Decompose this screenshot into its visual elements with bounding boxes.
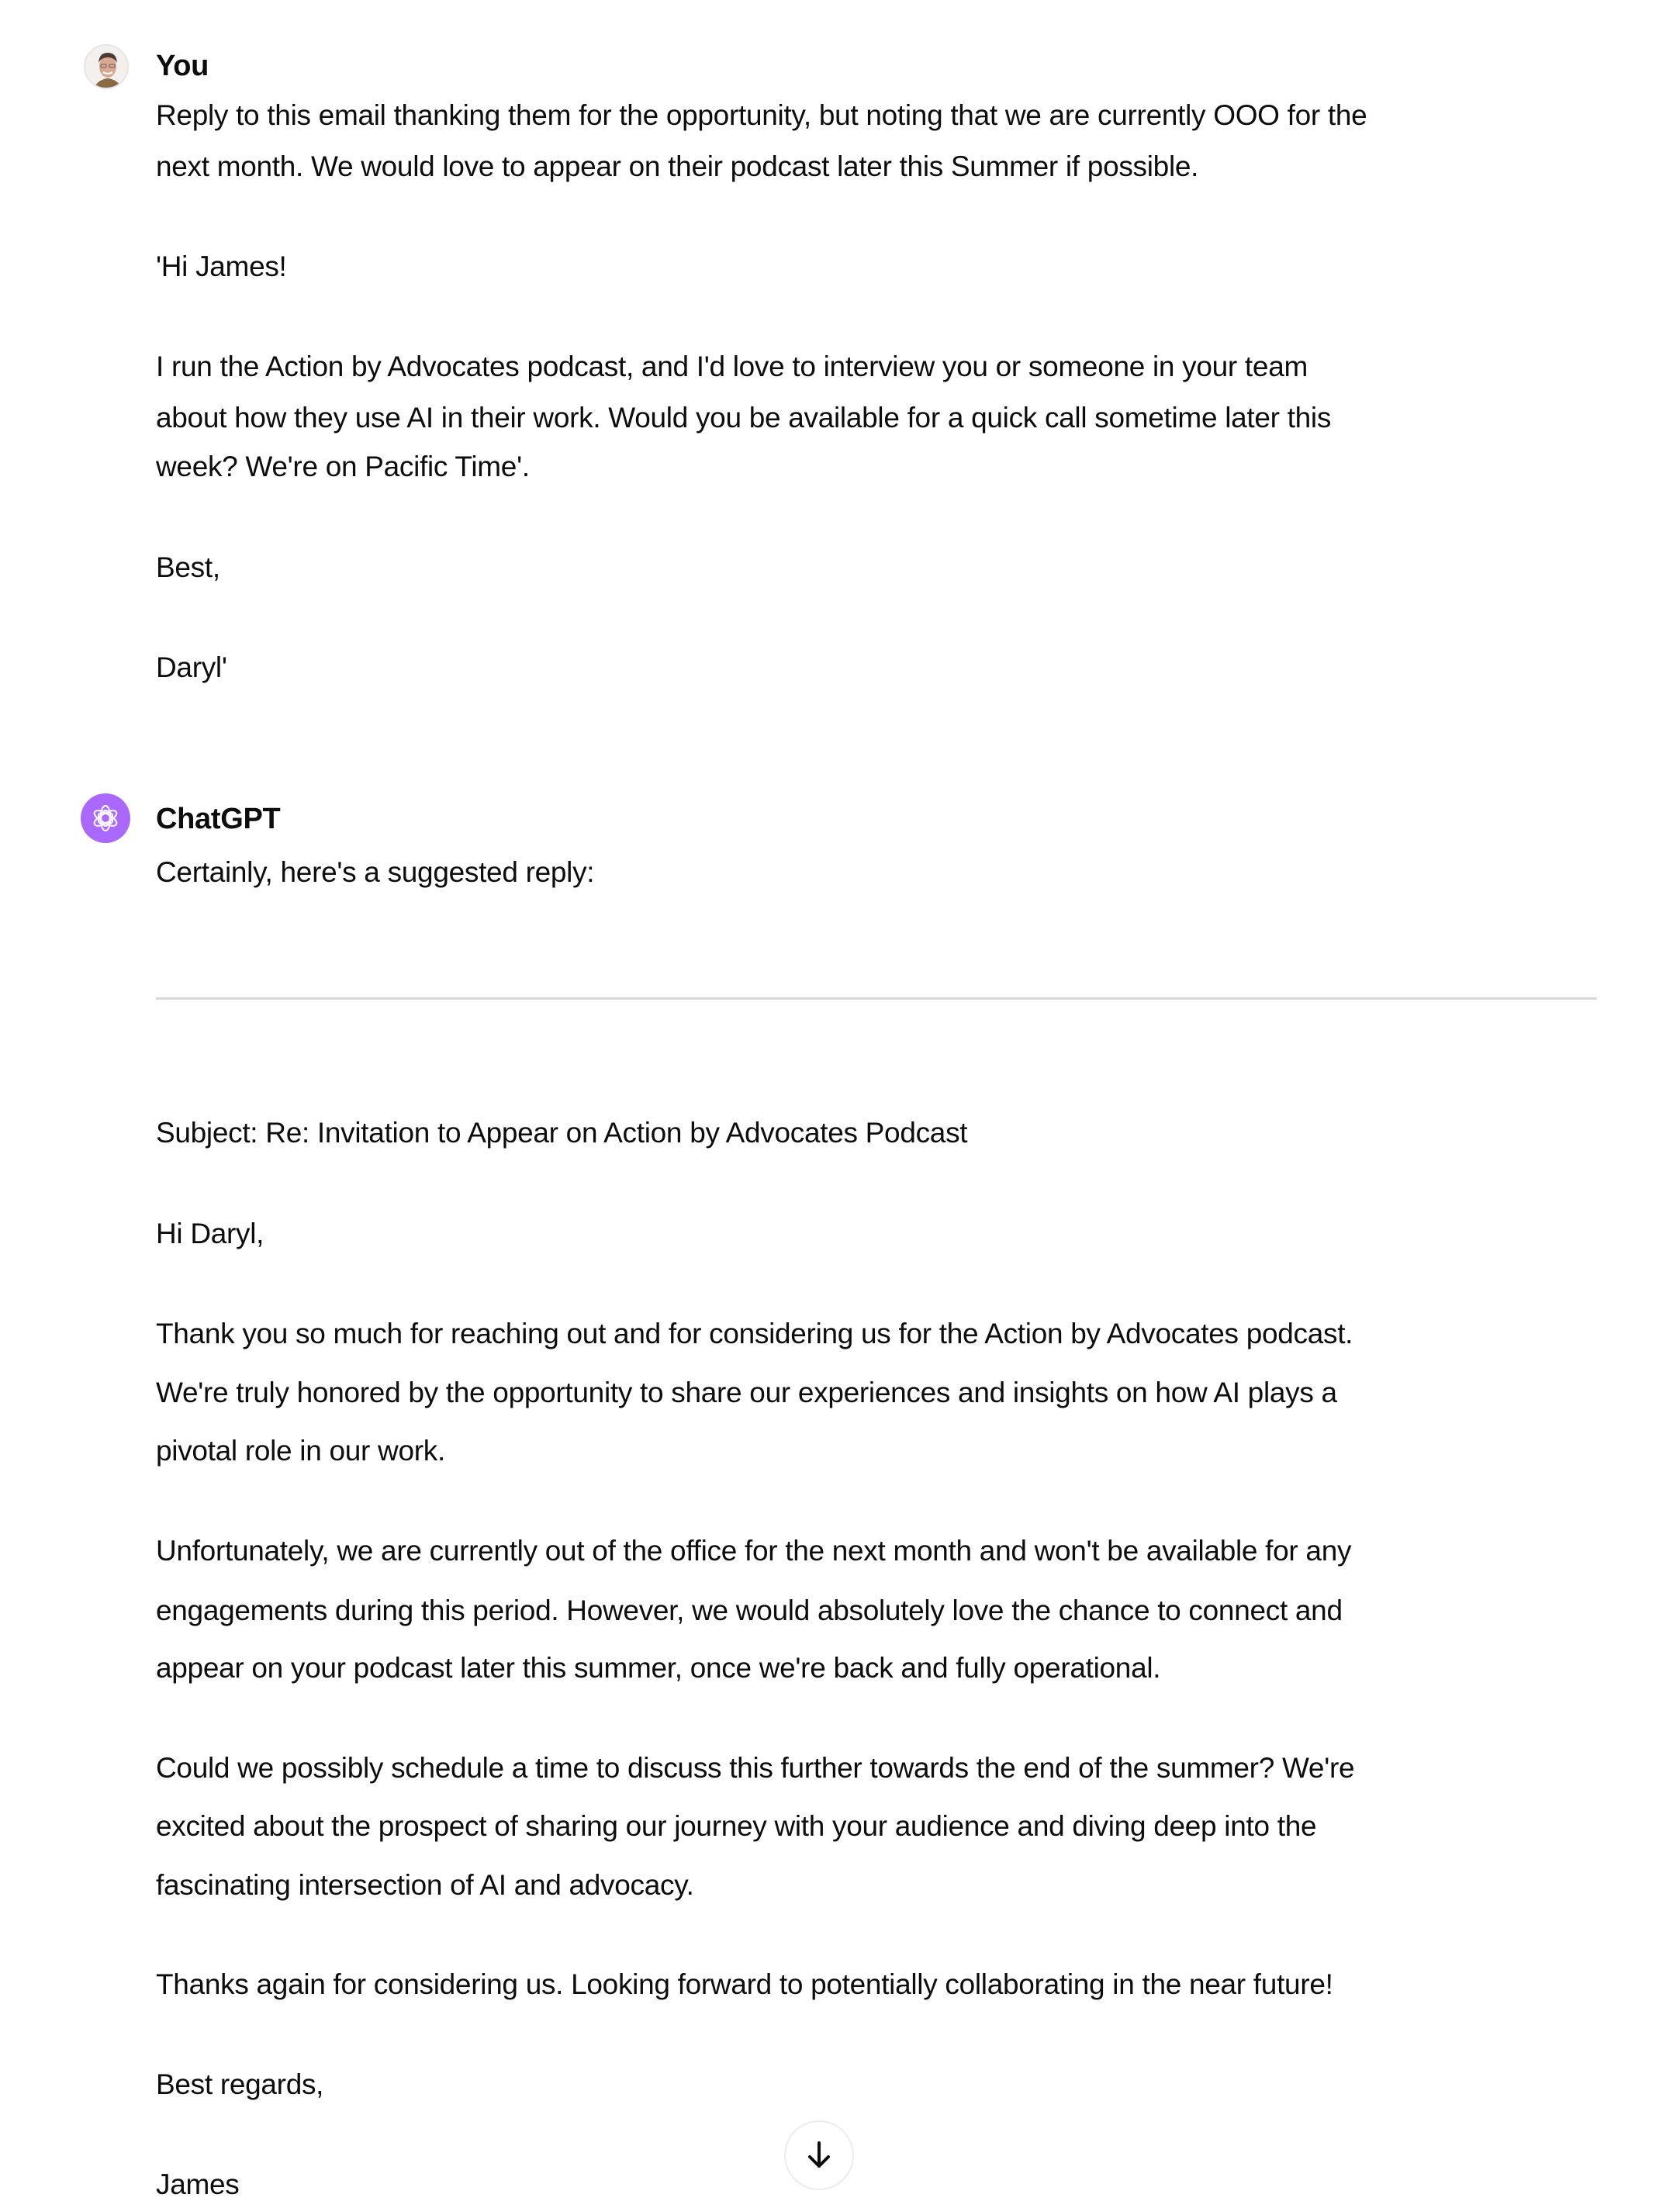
email-signature: James (156, 2168, 240, 2200)
email-body-line: appear on your podcast later this summer, once we're back and fully operational. (156, 1652, 1161, 1684)
user-message-line: week? We're on Pacific Time'. (156, 451, 530, 482)
email-body-line: We're truly honored by the opportunity to share our experiences and insights on how AI plays a (156, 1377, 1337, 1408)
horizontal-divider (156, 997, 1597, 1000)
user-message-line: I run the Action by Advocates podcast, and I'd love to interview you or someone in your team (156, 351, 1308, 382)
user-message-line: 'Hi James! (156, 251, 287, 282)
email-subject: Subject: Re: Invitation to Appear on Action by Advocates Podcast (156, 1117, 968, 1149)
email-body-line: engagements during this period. However, we would absolutely love the chance to connect and (156, 1595, 1343, 1626)
arrow-down-icon (805, 2140, 833, 2171)
email-body-line: Could we possibly schedule a time to discuss this further towards the end of the summer? We're (156, 1752, 1355, 1784)
user-message-line: about how they use AI in their work. Would you be available for a quick call sometime later this (156, 402, 1332, 434)
user-message-line: Best, (156, 551, 220, 583)
user-message-line: Reply to this email thanking them for the opportunity, but noting that we are currently OOO for the (156, 99, 1367, 131)
email-signoff: Best regards, (156, 2068, 324, 2100)
email-body-line: fascinating intersection of AI and advocacy. (156, 1869, 694, 1901)
email-body-line: Unfortunately, we are currently out of the office for the next month and won't be available for any (156, 1535, 1352, 1567)
email-body-line: Thanks again for considering us. Looking forward to potentially collaborating in the near future! (156, 1968, 1333, 2000)
user-avatar (84, 44, 129, 89)
openai-logo-icon (88, 801, 123, 835)
email-body-line: Thank you so much for reaching out and for considering us for the Action by Advocates podcast. (156, 1318, 1353, 1349)
user-message-line: Daryl' (156, 651, 227, 683)
scroll-to-bottom-button[interactable] (784, 2120, 854, 2190)
user-author-label: You (156, 50, 209, 82)
email-greeting: Hi Daryl, (156, 1218, 264, 1249)
email-body-line: pivotal role in our work. (156, 1435, 445, 1467)
email-body-line: excited about the prospect of sharing our journey with your audience and diving deep into the (156, 1810, 1317, 1842)
assistant-avatar (81, 793, 130, 843)
user-photo-avatar-icon (85, 46, 129, 89)
assistant-intro: Certainly, here's a suggested reply: (156, 856, 595, 888)
user-message-line: next month. We would love to appear on their podcast later this Summer if possible. (156, 150, 1199, 182)
assistant-author-label: ChatGPT (156, 803, 281, 835)
